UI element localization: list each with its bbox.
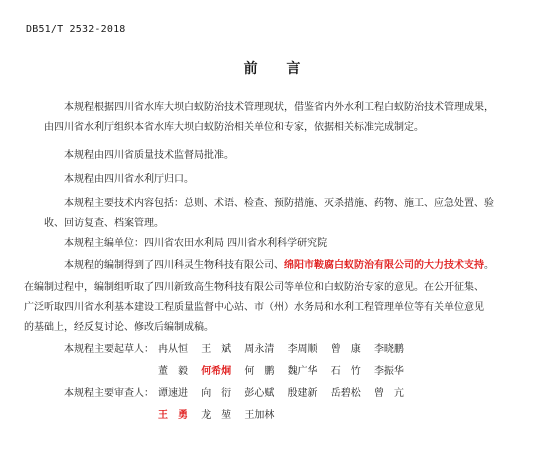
paragraph-process <box>24 278 534 338</box>
paragraph-basis-line1: 本规程根据四川省水库大坝白蚁防治技术管理现状，借鉴省内外水利工程白蚁防治技术管理成果， <box>64 102 494 113</box>
drafter-name: 王 斌 <box>201 344 232 355</box>
drafters-row-1 <box>158 340 414 360</box>
document-code: DB51/T 2532-2018 <box>26 24 126 35</box>
reviewers-row-2 <box>158 406 284 426</box>
paragraph-contents <box>44 194 554 234</box>
process-line2: 广泛听取四川省水利基本建设工程质量监督中心站、市（州）水务局和水利工程管理单位等有关单位意见 <box>24 302 484 313</box>
reviewer-name: 王加林 <box>244 410 275 421</box>
paragraph-approval: 本规程由四川省质量技术监督局批准。 <box>64 150 234 161</box>
paragraph-authority: 本规程由四川省水利厅归口。 <box>64 174 194 185</box>
page-title: 前 言 <box>243 61 313 77</box>
drafter-name: 魏广华 <box>287 366 318 377</box>
reviewer-name: 向 衍 <box>201 388 232 399</box>
reviewer-name: 谭速进 <box>158 388 188 399</box>
reviewer-name: 彭心赋 <box>244 388 275 399</box>
drafter-name: 石 竹 <box>330 366 361 377</box>
drafter-name: 冉从恒 <box>158 344 188 355</box>
reviewer-name: 殷建新 <box>287 388 318 399</box>
drafter-name: 曾 康 <box>330 344 361 355</box>
paragraph-basis <box>44 98 554 138</box>
reviewers-row-1 <box>158 384 414 404</box>
drafter-name: 李晓鹏 <box>373 344 404 355</box>
drafter-name: 何 鹏 <box>244 366 275 377</box>
reviewer-name-highlighted: 王 勇 <box>158 410 188 421</box>
drafter-name: 李周顺 <box>287 344 318 355</box>
support-text: 本规程的编制得到了四川科灵生物科技有限公司、 <box>64 260 284 271</box>
drafter-name-highlighted: 何希炯 <box>201 366 232 377</box>
reviewer-name: 曾 亢 <box>373 388 404 399</box>
drafters-row-2 <box>158 362 414 382</box>
reviewers-label: 本规程主要审查人： <box>64 388 154 399</box>
process-line1: 在编制过程中，编制组听取了四川新致高生物科技有限公司等单位和白蚁防治专家的意见。在公开征集、 <box>24 282 484 293</box>
paragraph-support <box>44 256 554 276</box>
paragraph-contents-line2: 收、回访复查、档案管理。 <box>44 218 164 229</box>
drafter-name: 周永清 <box>244 344 275 355</box>
support-highlight: 绵阳市鞍腐白蚁防治有限公司的大力技术支持 <box>284 260 484 271</box>
paragraph-basis-line2: 由四川省水利厅组织本省水库大坝白蚁防治相关单位和专家，依据相关标准完成制定。 <box>44 122 424 133</box>
reviewer-name: 龙 堃 <box>201 410 232 421</box>
drafters-label: 本规程主要起草人： <box>64 344 154 355</box>
drafter-name: 李振华 <box>373 366 404 377</box>
paragraph-contents-line1: 本规程主要技术内容包括：总则、术语、检查、预防措施、灭杀措施、药物、施工、应急处置、验 <box>64 198 494 209</box>
reviewer-name: 岳碧松 <box>330 388 361 399</box>
support-end: 。 <box>484 260 494 271</box>
paragraph-chief-editor: 本规程主编单位：四川省农田水利局 四川省水利科学研究院 <box>64 238 328 249</box>
process-line3: 的基础上，经反复讨论、修改后编制成稿。 <box>24 322 214 333</box>
drafter-name: 董 毅 <box>158 366 188 377</box>
